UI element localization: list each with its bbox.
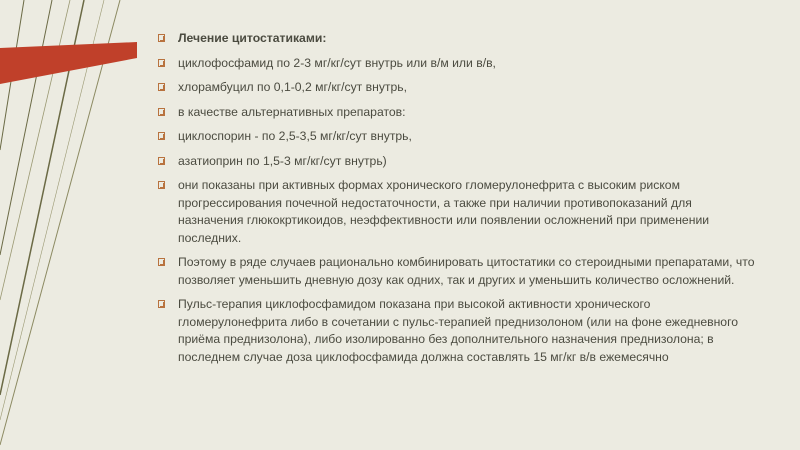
bullet-icon [158,300,165,308]
bullet-icon [158,108,165,116]
bullet-item [157,296,757,366]
decorative-stripes [0,0,160,450]
bullet-item [157,153,757,171]
bullet-item [157,177,757,247]
bullet-item [157,55,757,73]
bullet-icon [158,34,165,42]
bullet-text: азатиоприн по 1,5-3 мг/кг/сут внутрь) [178,153,387,168]
bullet-text: в качестве альтернативных препаратов: [178,104,406,119]
bullet-text: циклофосфамид по 2-3 мг/кг/сут внутрь или в/м или в/в, [178,55,496,70]
bullet-icon [158,157,165,165]
bullet-item [157,128,757,146]
bullet-icon [158,132,165,140]
bullet-icon [158,258,165,266]
bullet-item [157,104,757,122]
bullet-text: они показаны при активных формах хронического гломерулонефрита с высоким риском прогрессирования почечной недостаточности, а также при наличии противопоказаний для назначения глюкокртикоидов, неэффективности или появлении осложнений при применении последних. [178,178,710,245]
bullet-icon [158,59,165,67]
bullet-item [157,79,757,97]
bullet-item [157,254,757,289]
bullet-text: Пульс-терапия циклофосфамидом показана при высокой активности хронического гломерулонефрита либо в сочетании с пульс-терапией преднизолоном (или на фоне ежедневного приёма преднизолона), либо изолированно без дополнительного назначения преднизолона; в последнем случае доза циклофосфамида должна составлять 15 мг/кг в/в ежемесячно [178,297,739,364]
bullet-icon [158,83,165,91]
bullet-text: Поэтому в ряде случаев рационально комбинировать цитостатики со стероидными препаратами, что позволяет уменьшить дневную дозу как одних, так и других и уменьшить количество осложнений. [178,255,755,287]
bullet-text: Лечение цитостатиками: [178,31,327,45]
bullet-text: хлорамбуцил по 0,1-0,2 мг/кг/сут внутрь, [178,80,408,94]
slide-content [157,30,757,373]
slide-heading [157,30,757,48]
bullet-text: циклоспорин - по 2,5-3,5 мг/кг/сут внутрь, [178,129,412,143]
bullet-icon [158,181,165,189]
